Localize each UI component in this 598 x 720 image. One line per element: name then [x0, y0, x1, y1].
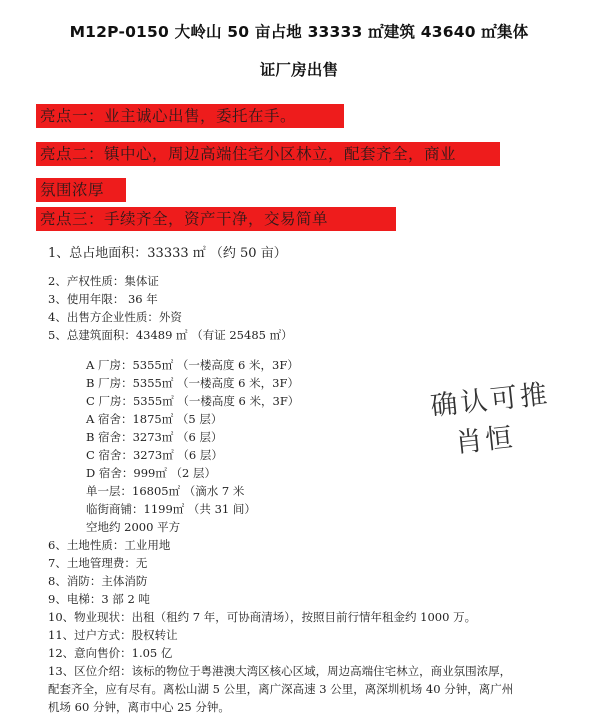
highlight-three: 亮点三：手续齐全，资产干净，交易简单: [36, 207, 396, 231]
item-land-management-fee: 7、土地管理费：无: [48, 556, 148, 570]
item-total-building-area: 5、总建筑面积：43489 ㎡ （有证 25485 ㎡）: [48, 328, 293, 342]
building-d-dorm: D 宿舍：999㎡ （2 层）: [86, 466, 216, 480]
item-total-land-area: 1、总占地面积：33333 ㎡ （约 50 亩）: [48, 246, 287, 261]
building-single-floor: 单一层：16805㎡ （滴水 7 米: [86, 484, 245, 498]
building-open-space: 空地约 2000 平方: [86, 520, 181, 534]
building-a-factory: A 厂房：5355㎡ （一楼高度 6 米，3F）: [86, 358, 299, 372]
item-location-line1: 13、区位介绍：该标的物位于粤港澳大湾区核心区域，周边高端住宅林立，商业氛围浓厚，: [48, 664, 512, 678]
item-transfer-method: 11、过户方式：股权转让: [48, 628, 178, 642]
item-land-nature: 6、土地性质：工业用地: [48, 538, 171, 552]
item-location-line2: 配套齐全，应有尽有。离松山湖 5 公里，离广深高速 3 公里，离深圳机场 40 分钟，离广州: [48, 682, 514, 696]
handwritten-note-line2: 肖恒: [453, 421, 517, 460]
item-property-status: 10、物业现状：出租（租约 7 年，可协商清场），按照目前行情年租金约 1000 万。: [48, 610, 477, 624]
document-title-line1: M12P-0150 大岭山 50 亩占地 33333 ㎡建筑 43640 ㎡集体: [69, 23, 529, 41]
highlight-two: 亮点二：镇中心，周边高端住宅小区林立，配套齐全，商业: [36, 142, 500, 166]
item-location-line3: 机场 60 分钟，离市中心 25 分钟。: [48, 700, 230, 714]
handwritten-note-line1: 确认可推: [429, 378, 552, 423]
highlight-two-continued: 氛围浓厚: [36, 178, 126, 202]
item-asking-price: 12、意向售价：1.05 亿: [48, 646, 173, 660]
item-seller-nature: 4、出售方企业性质：外资: [48, 310, 182, 324]
building-street-shops: 临街商铺：1199㎡ （共 31 间）: [86, 502, 256, 516]
highlight-one: 亮点一：业主诚心出售，委托在手。: [36, 104, 344, 128]
building-c-factory: C 厂房：5355㎡ （一楼高度 6 米，3F）: [86, 394, 300, 408]
building-b-dorm: B 宿舍：3273㎡ （6 层）: [86, 430, 223, 444]
item-fire-protection: 8、消防：主体消防: [48, 574, 148, 588]
item-property-nature: 2、产权性质：集体证: [48, 274, 159, 288]
item-elevator: 9、电梯：3 部 2 吨: [48, 592, 150, 606]
building-c-dorm: C 宿舍：3273㎡ （6 层）: [86, 448, 223, 462]
building-a-dorm: A 宿舍：1875㎡ （5 层）: [86, 412, 223, 426]
item-usage-term: 3、使用年限： 36 年: [48, 292, 158, 306]
document-title-line2: 证厂房出售: [259, 61, 339, 79]
building-b-factory: B 厂房：5355㎡ （一楼高度 6 米，3F）: [86, 376, 299, 390]
